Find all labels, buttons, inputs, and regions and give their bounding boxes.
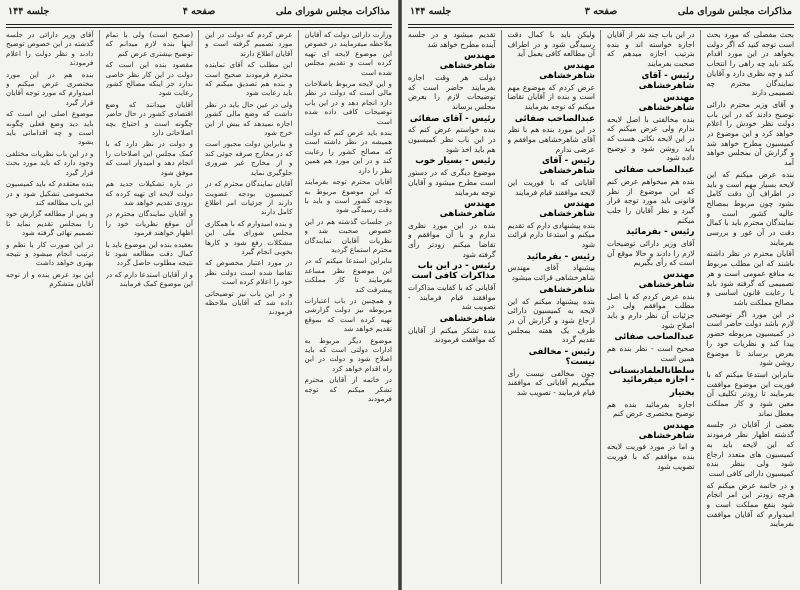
paragraph: در این مورد اگر توضیحی لازم باشد دولت حاضر است در کمیسیون مربوطه حضور پیدا کند و نظریات خود را بعرض برساند تا موضوع روشن شود	[706, 309, 794, 368]
speaker-name: عبدالصاحب صفائی	[614, 165, 695, 176]
paragraph: در خاتمه از آقایان محترم تشکر میکنم که توجه فرمودند	[304, 375, 392, 404]
paragraph: مقصود بنده این است که دولت در این کار نظر خاصی ندارد جز اینکه مصالح کشور رعایت شود	[105, 60, 193, 98]
paragraph: صحیح است - نظر بنده هم همین است	[607, 344, 695, 363]
paragraph: عرض کردم که دولت در این مورد تصمیم گرفته است و آقایان اطلاع دارند	[205, 30, 293, 58]
paragraph: بنده تشکر میکنم از آقایان که موافقت فرمودند	[408, 325, 496, 345]
speaker-name: رئیس - بفرمائید	[626, 227, 695, 238]
left-page-header	[8, 6, 390, 22]
session-number: جلسه ۱۴۴	[8, 6, 50, 17]
paragraph: اجازه بفرمائید بنده هم توضیح مختصری عرض کنم	[607, 399, 695, 419]
paragraph: بنده در این مورد نظری ندارم و با آن موافقم و تقاضا میکنم زودتر رأی گرفته شود	[408, 220, 496, 259]
text-column	[305, 30, 393, 584]
paragraph: در این باب چند نفر از آقایان اجازه خواسته اند و بنده بترتیب اجازه میدهم که صحبت بفرمایند	[607, 30, 695, 69]
paragraph: بحث مفصلی که مورد بحث است توجه کنید که اگر دولت بخواهد در این مورد اقدام بکند باید چه راهی را انتخاب کند و چه نظری دارد و آقایان نمایندگان محترم چه تصمیمی دارند	[706, 30, 794, 98]
text-column	[6, 30, 100, 584]
paragraph: آقای وزیر دارائی توضیحات لازم را دادند و حالا موقع آن است که رأی بگیریم	[607, 239, 695, 268]
paragraph: و آقای وزیر محترم دارائی توضیح دادند که در این باب دولت نظر خودش را اعلام خواهد کرد و این موضوع در کمیسیون مطرح خواهد شد و گزارش آن بمجلس خواهد آمد	[706, 99, 794, 168]
paragraph: آقایان محترم توجه بفرمایند که این موضوع مربوط به بودجه کشور است و باید با دقت رسیدگی شود	[304, 177, 392, 215]
speaker-name: مهندس شاهرخشاهی	[439, 51, 496, 72]
text-column	[205, 30, 299, 584]
text-column	[408, 30, 502, 584]
speaker-name: مهندس شاهرخشاهی	[638, 270, 695, 290]
paragraph: موضوع دیگری که در دستور است مطرح میشود و آقایان توجه بفرمایند	[408, 168, 496, 197]
paragraph: بنده پیشنهاد میکنم که این لایحه به کمیسیون دارائی ارجاع شود و گزارش آن در ظرف یک هفته بمجلس تقدیم گردد	[507, 296, 595, 345]
paragraph: عرض کردم که موضوع مهم است و بنده از آقایان تقاضا میکنم که توجه بفرمایند	[507, 82, 595, 111]
paragraph: و بنابراین دولت مجبور است که در مخارج صرفه جوئی کند و از مخارج غیر ضروری جلوگیری نماید	[205, 139, 293, 177]
paragraph: و همچنین در باب اعتبارات مربوطه نیز دولت گزارشی تهیه کرده است که بموقع تقدیم خواهد شد	[304, 295, 392, 334]
right-page-columns	[408, 30, 794, 584]
page-number: صفحه ۴	[182, 6, 216, 17]
paragraph: آقایانی که با کفایت مذاکرات موافقند قیام فرمایند - تصویب شد	[408, 282, 496, 312]
paragraph: آقای وزیر دارائی در جلسه گذشته در این خصوص توضیح دادند و نظر دولت را اعلام فرمودند	[6, 30, 94, 68]
speaker-name: مهندس شاهرخشاهی	[539, 61, 595, 81]
speaker-name: مهندس شاهرخشاهی	[638, 93, 695, 113]
paragraph: این بود عرض بنده و از توجه آقایان متشکرم	[6, 269, 94, 289]
paragraph: و آقایان نمایندگان محترم در آن موقع نظریات خود را اظهار خواهند فرمود	[105, 209, 193, 238]
speaker-name: مهندس شاهرخشاهی	[539, 199, 595, 219]
paragraph: و در خاتمه عرض میکنم که هرچه زودتر این امر انجام شود بنفع مملکت است و امیدوارم که آقایان موافقت بفرمایند	[706, 480, 794, 529]
speaker-name: عبدالصاحب صفائی	[514, 113, 595, 124]
paragraph: آقایان محترم در نظر داشته باشند که این مطلب مربوط به منافع عمومی است و هر تصمیمی که گرفته شود باید با رعایت قانون اساسی و مصالح مملکت باشد	[706, 249, 794, 307]
paragraph: در این صورت کار با نظم و ترتیب انجام میشود و نتیجه بهتری خواهد داشت	[6, 239, 94, 268]
paragraph: آقایان میدانند که وضع اقتصادی کشور در حال حاضر چگونه است و احتیاج بچه اصلاحاتی دارد	[105, 99, 193, 138]
right-page-header	[410, 6, 792, 22]
paragraph: وزارت دارائی دولت که آقایان ملاحظه میفرمایند در خصوص این موضوع لایحه ای تهیه کرده است و تقدیم مجلس شده است	[304, 30, 392, 77]
left-page	[0, 0, 398, 590]
speaker-name: رئیس - آقای شاهرخشاهی	[539, 156, 595, 177]
paragraph: موضوع دیگر مربوط به ادارات دولتی است که باید اصلاح شود و دولت در این راه اقدام خواهد کرد	[304, 335, 392, 373]
paragraph: در جلسات گذشته هم در این خصوص صحبت شد و نظریات آقایان نمایندگان محترم استماع گردید	[304, 216, 392, 254]
paragraph: بنده پیشنهادی دارم که تقدیم میکنم و استدعا دارم قرائت شود	[507, 220, 595, 250]
paragraph: و بنده امیدوارم که با همکاری مجلس شورای ملی این مشکلات رفع شود و کارها بخوبی انجام گیرد	[205, 218, 293, 256]
right-page	[402, 0, 800, 590]
text-column	[106, 30, 200, 584]
paragraph: پیشنهاد آقای مهندس شاهرخشاهی قرائت میشود	[507, 263, 595, 283]
session-number: جلسه ۱۴۴	[410, 6, 452, 17]
speaker-name: رئیس - در این باب مذاکرات کافی است	[411, 261, 496, 282]
speaker-name: شاهرخشاهی	[539, 284, 595, 295]
paragraph: بنده هم در این مورد مختصری عرض میکنم و امیدوارم که مورد توجه آقایان قرار گیرد	[6, 69, 94, 107]
paragraph: چون مخالفی نیست رأی میگیریم آقایانی که موافقند قیام فرمایند - تصویب شد	[507, 368, 595, 397]
speaker-name: رئیس - مخالفی نیست؟	[528, 347, 595, 367]
paragraph: و دولت در نظر دارد که با کمک مجلس این اصلاحات را انجام دهد و امیدوار است که موفق شود	[105, 139, 193, 177]
speaker-name: مهندس شاهرخشاهی	[439, 199, 496, 219]
paragraph: بنده باید عرض کنم که دولت همیشه در نظر داشته است که مصالح کشور را رعایت کند و در این مورد هم همین نظر را دارد	[304, 128, 392, 175]
paragraph: بنده معتقدم که باید کمیسیون مخصوصی تشکیل شود و در این باب مطالعه کند	[6, 179, 94, 207]
page-number: صفحه ۳	[584, 6, 618, 17]
paragraph: موضوع اصلی این است که باید دید وضع فعلی چگونه است و چه اقداماتی باید بشود	[6, 109, 94, 147]
speaker-name: شاهرخشاهی	[439, 313, 496, 324]
paragraph: بعضی از آقایان در جلسه گذشته اظهار نظر فرمودند که این لایحه باید به کمیسیون های متعدد ارجاع شود ولی بنظر بنده کمیسیون دارائی کافی است	[706, 420, 794, 478]
paragraph: بنده هم میخواهم عرض کنم که این موضوع از نظر قانونی باید مورد توجه قرار گیرد و نظر آقایان را جلب میکنم	[607, 176, 695, 225]
text-column	[607, 30, 701, 584]
speaker-name: رئیس - آقای شاهرخشاهی	[638, 70, 695, 91]
text-column	[508, 30, 602, 584]
speaker-name: رئیس - بسیار خوب	[415, 156, 496, 167]
paragraph: بنابراین استدعا میکنم که با فوریت این موضوع موافقت بفرمایند تا زودتر تکلیف آن معین شود و کار مملکت معطل نماند	[706, 369, 794, 418]
text-column	[707, 30, 795, 584]
speaker-name: رئیس - بفرمائید	[526, 251, 595, 262]
paragraph: و در این باب نظریات مختلفی وجود دارد که باید مورد بحث قرار گیرد	[6, 148, 94, 177]
paragraph: در باره تشکیلات جدید هم دولت لایحه ای تهیه کرده که بزودی تقدیم خواهد شد	[105, 179, 193, 207]
paragraph: بنابراین استدعا میکنم که در این موضوع نظر مساعد بفرمایند تا کار مملکت پیشرفت کند	[304, 256, 392, 294]
paragraph: و اما در مورد فوریت لایحه بنده موافقم که با فوریت تصویب شود	[607, 442, 695, 471]
paragraph: و از آقایان استدعا دارم که در این موضوع کمک فرمایند	[105, 269, 193, 289]
page-title: مذاکرات مجلس شورای ملی	[677, 6, 792, 17]
paragraph: بنده مخالفتی با اصل لایحه ندارم ولی عرض میکنم که در این لایحه نکاتی هست که باید روشن شود و توضیح داده شود	[607, 114, 695, 163]
paragraph: آقایانی که با فوریت این لایحه موافقند قیام فرمایند	[507, 177, 595, 197]
paragraph: بنده خواستم عرض کنم که در این باب نظر کمیسیون هم باید اخذ شود	[408, 125, 496, 154]
header-rule	[408, 24, 794, 28]
paragraph: در مورد اعتبار مخصوص که تقاضا شده است دولت نظر خود را اعلام کرده است	[205, 258, 293, 287]
speaker-name: بختیار	[669, 387, 695, 398]
paragraph: (صحیح است) ولی با تمام اینها بنده لازم میدانم که توضیح بیشتری عرض کنم	[105, 30, 193, 58]
header-rule	[6, 24, 392, 28]
speaker-name: سلطانالعلمادبستانی - اجازه میفرمائید	[608, 365, 695, 386]
speaker-name: رئیس - آقای صفائی	[409, 113, 496, 124]
speaker-name: مهندس شاهرخشاهی	[638, 421, 695, 441]
speaker-name: عبدالصاحب صفائی	[614, 332, 695, 343]
paragraph: در این مورد بنده هم با نظر آقای شاهرخشاهی موافقم و عرضی ندارم	[507, 125, 595, 154]
page-gutter	[398, 0, 402, 590]
paragraph: دولت هر وقت اجازه بفرمایند حاضر است که توضیحات لازم را بعرض مجلس برساند	[408, 72, 496, 111]
paragraph: ولی در عین حال باید در نظر داشت که وضع مالی کشور اجازه نمیدهد که بیش از این خرج شود	[205, 99, 293, 138]
paragraph: و در این باب نیز توضیحاتی داده شد که آقایان ملاحظه فرمودند	[205, 288, 293, 317]
paragraph: بنده عرض میکنم که این لایحه بسیار مهم است و باید در اطراف آن دقت کامل بشود چون مربوط بمصالح عالیه کشور است و نمایندگان محترم باید با کمال دقت در آن غور و بررسی بفرمایند	[706, 169, 794, 247]
paragraph: تقدیم میشود و در جلسه آینده مطرح خواهد شد	[408, 30, 496, 49]
paragraph: بنده عرض کردم که با اصل مطلب موافقم ولی در جزئیات آن نظر دارم و باید اصلاح شود	[607, 291, 695, 330]
paragraph: ولیکن باید با کمال دقت رسیدگی شود و در اطراف آن مطالعه کافی بعمل آید	[507, 30, 595, 59]
paragraph: و این لایحه مربوط باصلاحات مالی است که دولت در نظر دارد انجام دهد و در این باب توضیحات کافی داده شده است	[304, 79, 392, 126]
paragraph: بعقیده بنده این موضوع باید با کمال دقت مطالعه شود تا نتیجه مطلوب حاصل گردد	[105, 239, 193, 268]
paragraph: و پس از مطالعه گزارش خود را بمجلس تقدیم نماید تا تصمیم نهائی گرفته شود	[6, 209, 94, 238]
left-page-columns	[6, 30, 392, 584]
page-title: مذاکرات مجلس شورای ملی	[275, 6, 390, 17]
paragraph: این مطلب که آقای نماینده محترم فرمودند صحیح است و بنده هم تصدیق میکنم که باید رعایت شود	[205, 60, 293, 98]
paragraph: آقایان نمایندگان محترم که در کمیسیون بودجه عضویت دارند از جزئیات امر اطلاع کامل دارند	[205, 179, 293, 217]
